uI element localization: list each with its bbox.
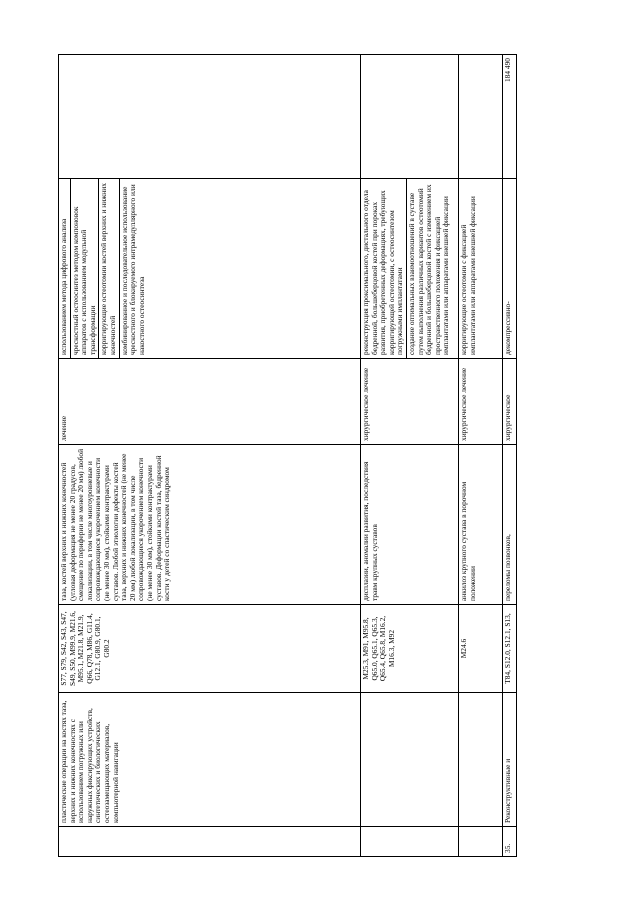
- row-methods: [503, 179, 517, 359]
- method-item: реконструкция проксимального, дистального отдела бедренной, большеберцовой костей при пороках развития, приобретенных деформациях, требующих корригирующей остеотомии, с остеосинтезом погружными имплантатами: [362, 179, 407, 358]
- row-number: [459, 827, 503, 857]
- row-number: 35.: [503, 827, 517, 857]
- method-item: корригирующие остеотомии костей верхних и нижних конечностей: [100, 179, 119, 358]
- row-treatment: хирургическое лечение: [361, 359, 459, 445]
- table-row: [503, 55, 517, 857]
- row-methods: [361, 179, 459, 359]
- row-codes: S77, S79, S42, S43, S47, S49, S50, M99.9, M21.6, M95.1, M21.8, M21.9, Q66, Q78, M86, G11.4, G12.1, G80.9, G80.1, G80.2: [59, 605, 361, 693]
- table-row: [459, 55, 503, 857]
- row-treatment: лечение: [59, 359, 361, 445]
- row-cost: 184 490: [503, 55, 517, 179]
- row-cost: [459, 55, 503, 179]
- row-treatment: хирургическое лечение: [459, 359, 503, 445]
- row-model: таза, костей верхних и нижних конечностей (угловая деформация не менее 20 градусов, смещение по периферии не менее 20 мм) любой локализации, в том числе многоуровневые и сопровождающиеся укорочением конечности (не менее 30 мм), стойкими контрактурами суставов. Любой этиологии дефекты костей таза, верхних и нижних конечностей (не менее 20 мм) любой локализации, в том числе сопровождающиеся укорочением конечности (не менее 30 мм), стойкими контрактурами суставов. Деформации костей таза, бедренной кости у детей со спастическим синдромом: [59, 445, 361, 605]
- method-item: чрескостный остеосинтез методом компоновок аппаратов с использованием модульной трансформации: [72, 179, 100, 358]
- method-item: использованием метода цифрового анализа: [60, 179, 71, 358]
- row-model: переломы позвонков,: [503, 445, 517, 605]
- row-cost: [361, 55, 459, 179]
- row-number: [59, 827, 361, 857]
- row-codes: M25.3, M91, M95.8, Q65.0, Q65.1, Q65.3, Q65.4, Q65.8, M16.2, M16.3, M92: [361, 605, 459, 693]
- row-model: дисплазии, аномалии развития, последствия травм крупных суставов: [361, 445, 459, 605]
- row-name: пластические операции на костях таза, верхних и нижних конечностях с использованием погружных или наружных фиксирующих устройств, синтетических и биологических остеозамещающих материалов, компьютерной навигации: [59, 693, 361, 827]
- row-codes: T84, S12.0, S12.1, S13,: [503, 605, 517, 693]
- row-number: [361, 827, 459, 857]
- row-model: анкилоз крупного сустава в порочном положении: [459, 445, 503, 605]
- row-treatment: хирургическое: [503, 359, 517, 445]
- row-methods: [59, 179, 361, 359]
- table-row: [361, 55, 459, 857]
- row-name: [361, 693, 459, 827]
- table-row: [59, 55, 361, 857]
- method-item: декомпрессивно-: [503, 301, 512, 355]
- row-name: Реконструктивные и: [503, 693, 517, 827]
- row-name: [459, 693, 503, 827]
- method-item: комбинированное и последовательное использование чрескостного и блокируемого интрамедуллярного или накостного остеосинтеза: [119, 184, 146, 355]
- row-methods: [459, 179, 503, 359]
- treatment-table: [58, 54, 517, 857]
- method-item: корригирующие остеотомии с фиксацией имплантатами или аппаратами внешней фиксации: [459, 196, 477, 355]
- method-item: создание оптимальных взаимоотношений в суставе путем выполнения различных вариантов остеотомий бедренной и большеберцовой костей с изменением их пространственного положения и фиксацией имплантатами или аппаратами внешней фиксации: [406, 184, 451, 355]
- row-codes: M24.6: [459, 605, 503, 693]
- row-cost: [59, 55, 361, 179]
